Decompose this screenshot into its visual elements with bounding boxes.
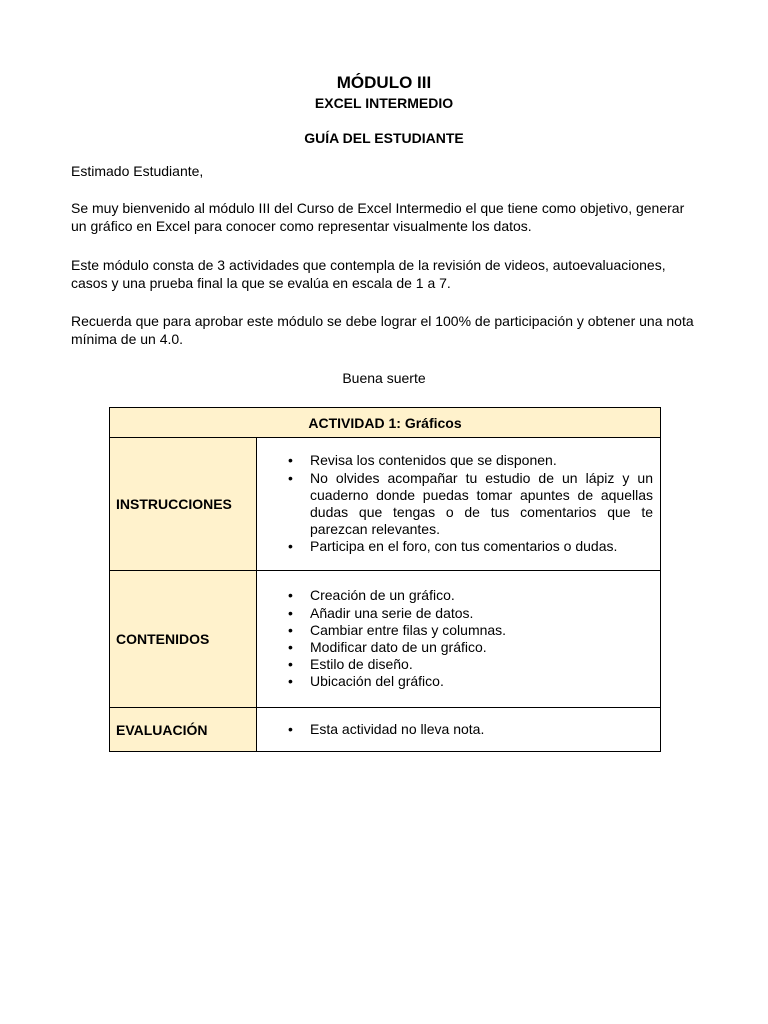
module-title: MÓDULO III bbox=[336, 73, 432, 92]
activity-header-row bbox=[110, 408, 661, 438]
approval-paragraph: Recuerda que para aprobar este módulo se debe lograr el 100% de participación y obtener una nota mínima de un 4.0. bbox=[71, 313, 694, 347]
activity-table bbox=[109, 407, 661, 752]
row-label-instrucciones: INSTRUCCIONES bbox=[110, 438, 257, 571]
closing-text: Buena suerte bbox=[342, 370, 426, 386]
evaluacion-list bbox=[257, 721, 653, 738]
table-row-contenidos bbox=[110, 571, 661, 708]
row-content-contenidos bbox=[257, 571, 661, 708]
list-item: • Creación de un gráfico. bbox=[310, 587, 653, 604]
course-title: EXCEL INTERMEDIO bbox=[314, 95, 454, 111]
activities-paragraph: Este módulo consta de 3 actividades que contempla de la revisión de videos, autoevaluaciones, casos y una prueba final la que se evalúa en escala de 1 a 7. bbox=[71, 257, 666, 291]
table-row-instrucciones bbox=[110, 438, 661, 571]
guide-title: GUÍA DEL ESTUDIANTE bbox=[304, 130, 464, 146]
table-row-evaluacion bbox=[110, 708, 661, 752]
greeting-paragraph: Estimado Estudiante, bbox=[71, 163, 204, 179]
list-item: • Cambiar entre filas y columnas. bbox=[310, 622, 653, 639]
list-item: • Estilo de diseño. bbox=[310, 656, 653, 673]
list-item: • Participa en el foro, con tus comentarios o dudas. bbox=[310, 538, 653, 555]
row-label-evaluacion: EVALUACIÓN bbox=[110, 708, 257, 752]
contenidos-list bbox=[257, 587, 653, 690]
activity-title: ACTIVIDAD 1: Gráficos bbox=[110, 408, 661, 438]
instrucciones-list bbox=[257, 452, 653, 555]
list-item: • Añadir una serie de datos. bbox=[310, 605, 653, 622]
list-item: • Esta actividad no lleva nota. bbox=[310, 721, 653, 738]
row-content-evaluacion bbox=[257, 708, 661, 752]
row-content-instrucciones bbox=[257, 438, 661, 571]
row-label-contenidos: CONTENIDOS bbox=[110, 571, 257, 708]
list-item: • Ubicación del gráfico. bbox=[310, 673, 653, 690]
list-item: • Revisa los contenidos que se disponen. bbox=[310, 452, 653, 469]
list-item: • No olvides acompañar tu estudio de un lápiz y un cuaderno donde puedas tomar apuntes de aquellas dudas que tengas o de tus comentarios que te parezcan relevantes. bbox=[310, 470, 653, 539]
welcome-paragraph: Se muy bienvenido al módulo III del Curso de Excel Intermedio el que tiene como objetivo, generar un gráfico en Excel para conocer como representar visualmente los datos. bbox=[71, 200, 685, 234]
list-item: • Modificar dato de un gráfico. bbox=[310, 639, 653, 656]
